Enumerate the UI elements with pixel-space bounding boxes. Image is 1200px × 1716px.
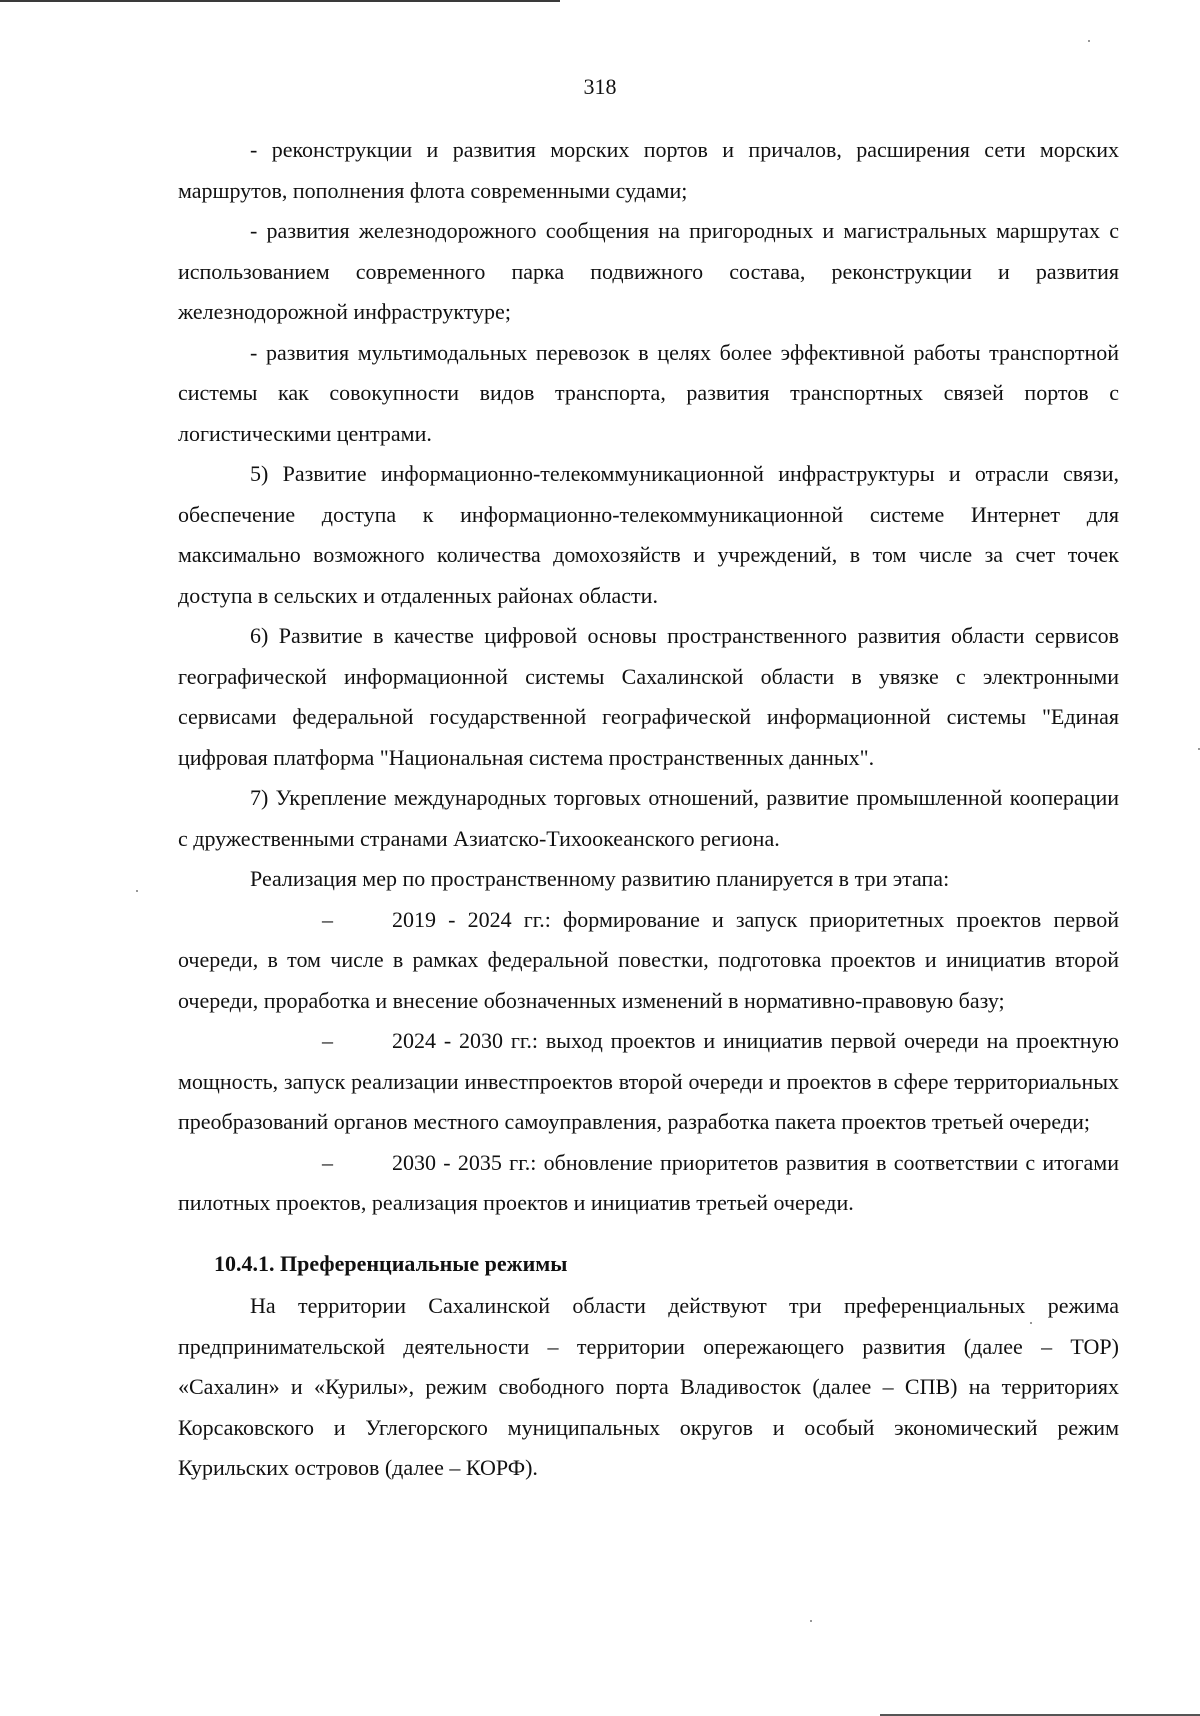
paragraph-trade: 7) Укрепление международных торговых отношений, развитие промышленной кооперации с дружественными странами Азиатско-Тихоокеанского региона.: [178, 785, 1119, 851]
paragraph-railway: - развития железнодорожного сообщения на пригородных и магистральных маршрутах с использованием современного парка подвижного состава, реконструкции и развития железнодорожной инфраструктуре;: [178, 218, 1119, 324]
paragraph-gis: 6) Развитие в качестве цифровой основы пространственного развития области сервисов географической информационной системы Сахалинской области в увязке с электронными сервисами федеральной государственной географической информационной системы "Единая цифровая платформа "Национальная система пространственных данных".: [178, 623, 1119, 770]
paragraph-preferential-regimes: На территории Сахалинской области действуют три преференциальных режима предпринимательской деятельности – территории опережающего развития (далее – ТОР) «Сахалин» и «Курилы», режим свободного порта Владивосток (далее – СПВ) на территориях Корсаковского и Углегорского муниципальных округов и особый экономический режим Курильских островов (далее – КОРФ).: [178, 1293, 1119, 1480]
stage-text: 2019 - 2024 гг.: формирование и запуск приоритетных проектов первой очереди, в том числе в рамках федеральной повестки, подготовка проектов и инициатив второй очереди, проработка и внесение обозначенных изменений в нормативно-правовую базу;: [178, 906, 1119, 1013]
stage-dash: –: [322, 906, 333, 932]
page-number: 318: [583, 74, 617, 99]
scan-edge-top: [0, 0, 560, 2]
stage-item: [178, 1143, 1119, 1224]
paragraph-ict: 5) Развитие информационно-телекоммуникационной инфраструктуры и отрасли связи, обеспечение доступа к информационно-телекоммуникационной системе Интернет для максимально возможного количества домохозяйств и учреждений, в том числе за счет точек доступа в сельских и отдаленных районах области.: [178, 461, 1119, 608]
paragraph-sea-ports: - реконструкции и развития морских портов и причалов, расширения сети морских маршрутов, пополнения флота современными судами;: [178, 137, 1119, 203]
stage-dash: –: [322, 1028, 333, 1053]
stage-text: 2024 - 2030 гг.: выход проектов и инициатив первой очереди на проектную мощность, запуск реализации инвестпроектов второй очереди и проектов в сфере территориальных преобразований органов местного самоуправления, разработка пакета проектов третьей очереди;: [178, 1028, 1119, 1134]
stage-item: [178, 1021, 1119, 1143]
document-body: [178, 130, 1119, 1489]
scan-speck: [136, 890, 138, 892]
scan-speck: [1030, 1322, 1032, 1324]
stage-dash: –: [322, 1149, 333, 1175]
stage-text: 2030 - 2035 гг.: обновление приоритетов развития в соответствии с итогами пилотных проектов, реализация проектов и инициатив третьей очереди.: [178, 1149, 1119, 1215]
paragraph-stages-intro: Реализация мер по пространственному развитию планируется в три этапа:: [250, 866, 950, 891]
paragraph-multimodal: - развития мультимодальных перевозок в целях более эффективной работы транспортной системы как совокупности видов транспорта, развития транспортных связей портов с логистическими центрами.: [178, 339, 1119, 446]
scan-speck: [810, 1620, 812, 1622]
section-heading: 10.4.1. Преференциальные режимы: [214, 1250, 568, 1276]
scan-speck: [1088, 40, 1090, 42]
stage-item: [178, 900, 1119, 1022]
